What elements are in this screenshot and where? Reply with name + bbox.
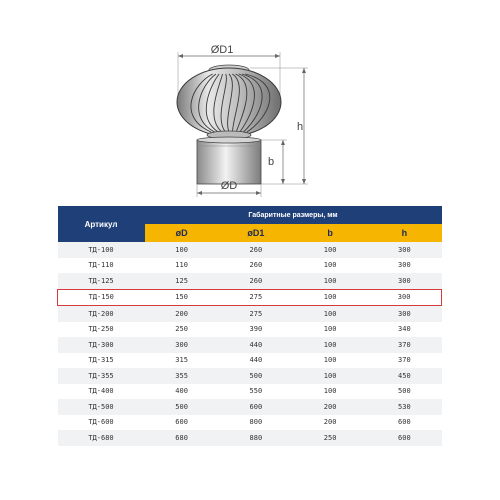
cell-b: 100 xyxy=(293,306,367,322)
cell-h: 600 xyxy=(367,415,441,431)
cell-d: 400 xyxy=(145,384,219,400)
cell-article: ТД-500 xyxy=(58,399,145,415)
cell-h: 530 xyxy=(367,399,441,415)
d1-arrow-left xyxy=(178,54,183,58)
cell-h: 600 xyxy=(367,430,441,446)
cell-h: 300 xyxy=(367,306,441,322)
cell-b: 100 xyxy=(293,322,367,338)
d-arrow-right xyxy=(256,191,261,195)
cell-article: ТД-250 xyxy=(58,322,145,338)
cell-article: ТД-315 xyxy=(58,353,145,369)
table-row xyxy=(58,242,442,258)
table-row xyxy=(58,273,442,289)
cell-b: 100 xyxy=(293,289,367,306)
cell-d1: 260 xyxy=(219,273,293,289)
cell-b: 100 xyxy=(293,353,367,369)
cell-article: ТД-110 xyxy=(58,258,145,274)
b-label: b xyxy=(268,156,275,168)
column-header-h: h xyxy=(367,224,441,242)
turbine-diagram-svg xyxy=(150,40,350,200)
cell-b: 100 xyxy=(293,242,367,258)
cell-h: 300 xyxy=(367,242,441,258)
cell-d1: 880 xyxy=(219,430,293,446)
column-header-d1: øD1 xyxy=(219,224,293,242)
dimensions-table xyxy=(57,206,442,446)
cell-h: 300 xyxy=(367,289,441,306)
cell-d1: 600 xyxy=(219,399,293,415)
table-row xyxy=(58,399,442,415)
cell-h: 450 xyxy=(367,368,441,384)
table-row xyxy=(58,353,442,369)
d-label: ØD xyxy=(220,180,238,192)
table-body xyxy=(58,242,442,446)
cell-d: 200 xyxy=(145,306,219,322)
cell-d: 125 xyxy=(145,273,219,289)
cell-d1: 390 xyxy=(219,322,293,338)
cell-d: 600 xyxy=(145,415,219,431)
cell-h: 340 xyxy=(367,322,441,338)
cell-article: ТД-300 xyxy=(58,337,145,353)
table-row xyxy=(58,322,442,338)
cell-b: 100 xyxy=(293,384,367,400)
cell-b: 100 xyxy=(293,368,367,384)
cell-article: ТД-600 xyxy=(58,415,145,431)
column-header-b: b xyxy=(293,224,367,242)
cell-d: 250 xyxy=(145,322,219,338)
cell-d1: 275 xyxy=(219,289,293,306)
cell-article: ТД-150 xyxy=(58,289,145,306)
b-arrow-top xyxy=(281,140,285,145)
cell-d1: 440 xyxy=(219,353,293,369)
pipe-top-rim xyxy=(197,137,261,143)
cell-d: 100 xyxy=(145,242,219,258)
table-row xyxy=(58,289,442,306)
cell-d1: 260 xyxy=(219,242,293,258)
table-row xyxy=(58,384,442,400)
turbine-head xyxy=(177,68,281,136)
table-header-row-1 xyxy=(58,206,442,224)
column-header-d: øD xyxy=(145,224,219,242)
cell-b: 200 xyxy=(293,415,367,431)
table-head xyxy=(58,206,442,242)
mounting-pipe xyxy=(197,140,261,184)
cell-h: 370 xyxy=(367,337,441,353)
table-row xyxy=(58,337,442,353)
cell-h: 300 xyxy=(367,273,441,289)
cell-h: 300 xyxy=(367,258,441,274)
cell-article: ТД-400 xyxy=(58,384,145,400)
h-arrow-top xyxy=(302,68,306,73)
table-row xyxy=(58,368,442,384)
cell-d: 300 xyxy=(145,337,219,353)
cell-b: 100 xyxy=(293,273,367,289)
cell-d1: 800 xyxy=(219,415,293,431)
cell-d: 680 xyxy=(145,430,219,446)
cell-article: ТД-125 xyxy=(58,273,145,289)
cell-b: 250 xyxy=(293,430,367,446)
cell-d: 110 xyxy=(145,258,219,274)
turbine-deflector-drawing xyxy=(150,40,350,200)
h-arrow-bottom xyxy=(302,179,306,184)
cell-b: 100 xyxy=(293,258,367,274)
cell-d1: 550 xyxy=(219,384,293,400)
cell-h: 500 xyxy=(367,384,441,400)
d-arrow-left xyxy=(197,191,202,195)
cell-d: 500 xyxy=(145,399,219,415)
article-header: Артикул xyxy=(58,206,145,242)
cell-d1: 500 xyxy=(219,368,293,384)
table-row xyxy=(58,430,442,446)
table-row xyxy=(58,306,442,322)
cell-d: 355 xyxy=(145,368,219,384)
cell-d1: 260 xyxy=(219,258,293,274)
cell-article: ТД-680 xyxy=(58,430,145,446)
table-row xyxy=(58,258,442,274)
cell-article: ТД-100 xyxy=(58,242,145,258)
cell-d1: 440 xyxy=(219,337,293,353)
cell-article: ТД-355 xyxy=(58,368,145,384)
h-label: h xyxy=(297,121,304,133)
cell-h: 370 xyxy=(367,353,441,369)
table-row xyxy=(58,415,442,431)
cell-b: 200 xyxy=(293,399,367,415)
d1-label: ØD1 xyxy=(210,44,234,56)
cell-article: ТД-200 xyxy=(58,306,145,322)
cell-b: 100 xyxy=(293,337,367,353)
dimensions-group-header: Габаритные размеры, мм xyxy=(145,206,442,224)
b-arrow-bottom xyxy=(281,179,285,184)
d1-arrow-right xyxy=(275,54,280,58)
cell-d1: 275 xyxy=(219,306,293,322)
cell-d: 150 xyxy=(145,289,219,306)
cell-d: 315 xyxy=(145,353,219,369)
